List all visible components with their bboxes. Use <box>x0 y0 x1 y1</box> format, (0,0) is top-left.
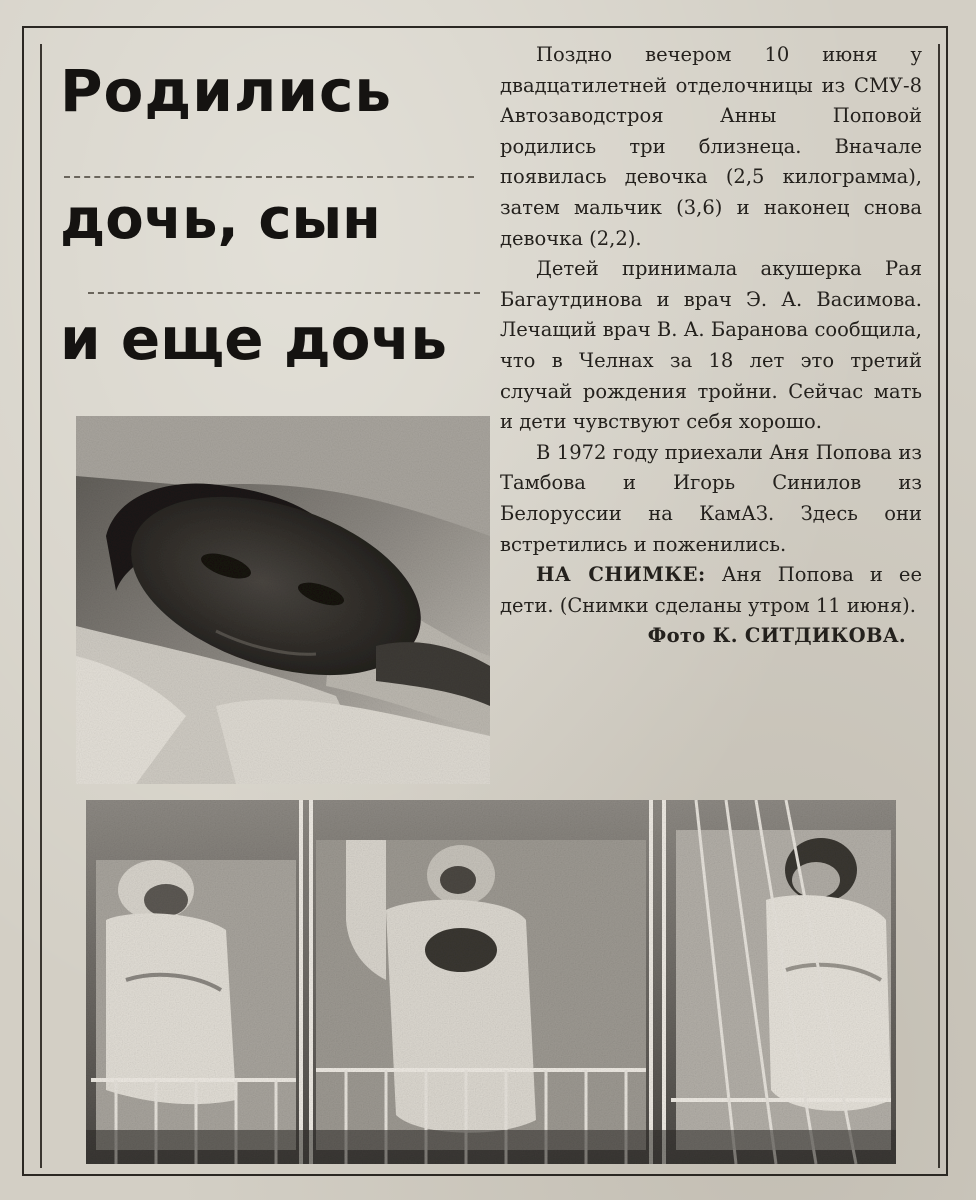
headline-line-2: дочь, сын <box>60 187 381 252</box>
headline-divider-2 <box>88 292 480 294</box>
article-paragraph-1: Поздно вечером 10 июня у двадцатилетней отделочницы из СМУ-8 Автозаводстроя Анны Поповой родились три близнеца. Вначале появилась девочка (2,5 килограмма), затем мальчик (3,6) и наконец снова девочка (2,2). <box>500 43 922 250</box>
caption-label: НА СНИМКЕ: <box>536 563 706 587</box>
headline-line-1: Родились <box>60 57 393 125</box>
headline-divider-1 <box>64 176 474 178</box>
photo-mother <box>76 416 490 784</box>
headline-line-3: и еще дочь <box>60 305 447 373</box>
photo-credit: Фото К. СИТДИКОВА. <box>647 624 906 648</box>
article-paragraph-3: В 1972 году приехали Аня Попова из Тамбова и Игорь Синилов из Белоруссии на КамАЗ. Здесь они встретились и поженились. <box>500 440 922 556</box>
photo-babies-in-cribs <box>86 800 896 1164</box>
photo-caption <box>500 560 922 621</box>
article-body <box>500 40 922 652</box>
caption-text: Аня Попова и ее дети. (Снимки сделаны утром 11 июня). <box>500 563 922 617</box>
article-paragraph-2: Детей принимала акушерка Рая Багаутдинова и врач Э. А. Васимова. Лечащий врач В. А. Баранова сообщила, что в Челнах за 18 лет это третий случай рождения тройни. Сейчас мать и дети чувствуют себя хорошо. <box>500 257 922 434</box>
